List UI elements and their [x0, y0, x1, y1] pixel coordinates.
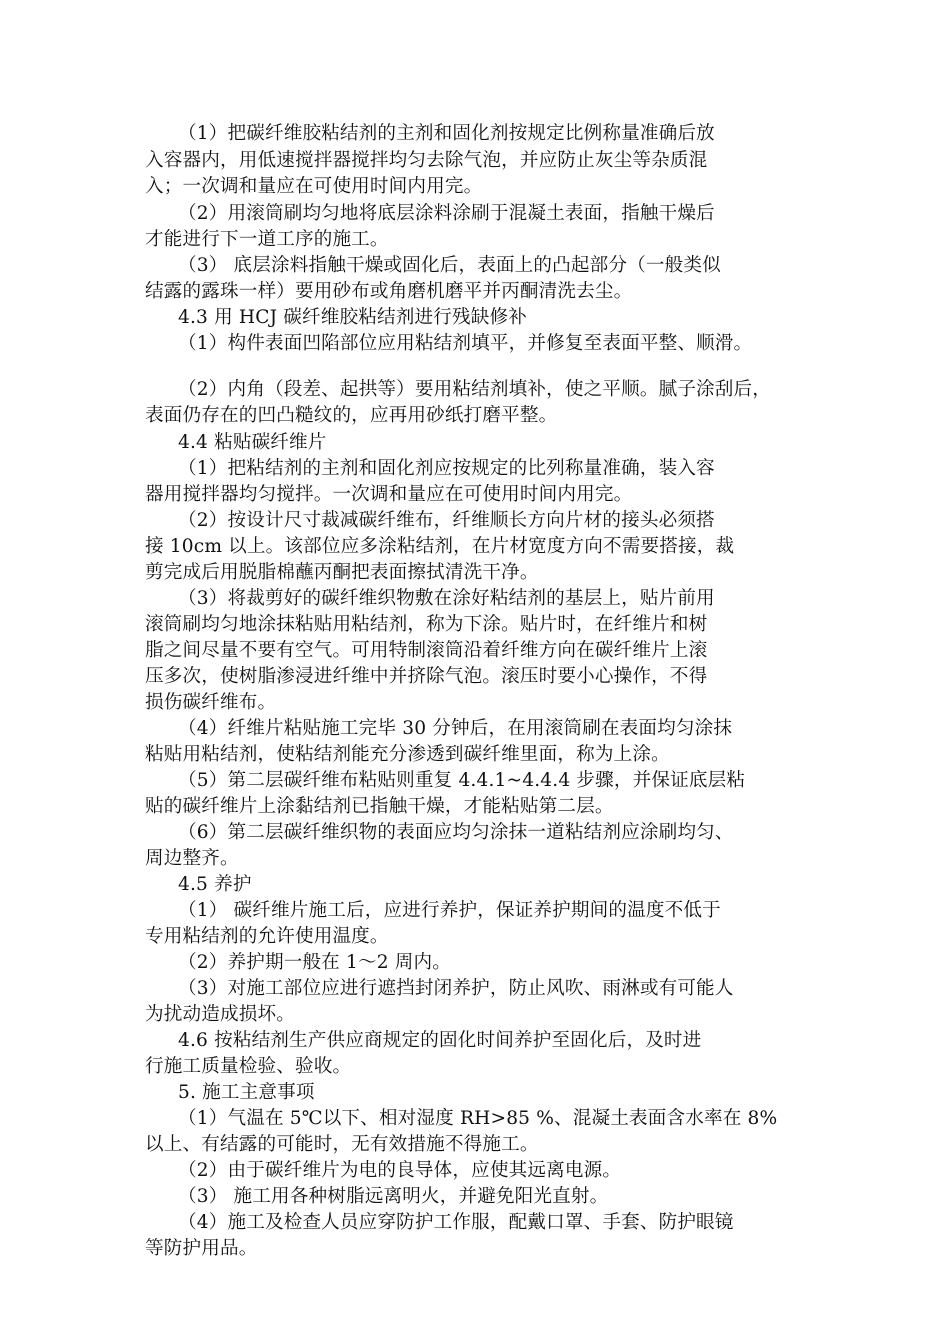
text-line: 入；一次调和量应在可使用时间内用完。 [145, 176, 483, 197]
text-line: 4.6 按粘结剂生产供应商规定的固化时间养护至固化后，及时进 [178, 1030, 702, 1051]
section-heading: 4.3 用 HCJ 碳纤维胶粘结剂进行残缺修补 [178, 307, 527, 328]
text-line: 才能进行下一道工序的施工。 [145, 229, 389, 250]
text-line: 滚筒刷均匀地涂抹粘贴用粘结剂，称为下涂。贴片时，在纤维片和树 [145, 614, 708, 635]
text-line: （2）养护期一般在 1～2 周内。 [178, 952, 451, 973]
text-line: （2）由于碳纤维片为电的良导体，应使其远离电源。 [178, 1160, 622, 1181]
text-line: （4）施工及检查人员应穿防护工作服，配戴口罩、手套、防护眼镜 [178, 1212, 734, 1233]
text-line: 表面仍存在的凹凸糙纹的，应再用砂纸打磨平整。 [145, 405, 558, 426]
text-line: （2）内角（段差、起拱等）要用粘结剂填补，使之平顺。腻子涂刮后， [178, 379, 772, 400]
text-line: （3）对施工部位应进行遮挡封闭养护，防止风吹、雨淋或有可能人 [178, 978, 734, 999]
text-line: 等防护用品。 [145, 1238, 258, 1259]
text-line: （3） 底层涂料指触干燥或固化后，表面上的凸起部分（一般类似 [178, 255, 721, 276]
text-line: （5）第二层碳纤维布粘贴则重复 4.4.1~4.4.4 步骤，并保证底层粘 [178, 770, 746, 791]
text-line: （1）把粘结剂的主剂和固化剂应按规定的比列称量准确，装入容 [178, 458, 715, 479]
text-line: （1） 碳纤维片施工后，应进行养护，保证养护期间的温度不低于 [178, 900, 721, 921]
text-line: 周边整齐。 [145, 848, 239, 869]
text-line: （3） 施工用各种树脂远离明火，并避免阳光直射。 [178, 1186, 609, 1207]
text-line: 损伤碳纤维布。 [145, 692, 277, 713]
text-line: （1）把碳纤维胶粘结剂的主剂和固化剂按规定比例称量准确后放 [178, 123, 715, 144]
text-line: 行施工质量检验、验收。 [145, 1056, 352, 1077]
text-line: 结露的露珠一样）要用砂布或角磨机磨平并丙酮清洗去尘。 [145, 281, 633, 302]
text-line: （1）气温在 5℃以下、相对湿度 RH>85 %、混凝土表面含水率在 8% [178, 1108, 778, 1129]
text-line: 脂之间尽量不要有空气。可用特制滚筒沿着纤维方向在碳纤维片上滚 [145, 640, 708, 661]
section-heading: 4.4 粘贴碳纤维片 [178, 432, 327, 453]
text-line: （2）按设计尺寸裁减碳纤维布，纤维顺长方向片材的接头必须搭 [178, 510, 715, 531]
text-line: （3）将裁剪好的碳纤维织物敷在涂好粘结剂的基层上，贴片前用 [178, 588, 715, 609]
text-line: 入容器内，用低速搅拌器搅拌均匀去除气泡，并应防止灰尘等杂质混 [145, 150, 708, 171]
section-heading: 5. 施工主意事项 [178, 1082, 315, 1103]
text-line: （1）构件表面凹陷部位应用粘结剂填平，并修复至表面平整、顺滑。 [178, 333, 753, 354]
text-line: 接 10cm 以上。该部位应多涂粘结剂，在片材宽度方向不需要搭接，裁 [145, 536, 735, 557]
text-line: 剪完成后用脱脂棉蘸丙酮把表面擦拭清洗干净。 [145, 562, 539, 583]
text-line: 以上、有结露的可能时，无有效措施不得施工。 [145, 1134, 539, 1155]
text-line: 贴的碳纤维片上涂黏结剂已指触干燥，才能粘贴第二层。 [145, 796, 614, 817]
section-heading: 4.5 养护 [178, 874, 252, 895]
text-line: 器用搅拌器均匀搅拌。一次调和量应在可使用时间内用完。 [145, 484, 633, 505]
text-line: （2）用滚筒刷均匀地将底层涂料涂刷于混凝土表面，指触干燥后 [178, 203, 715, 224]
text-line: （4）纤维片粘贴施工完毕 30 分钟后，在用滚筒刷在表面均匀涂抹 [178, 718, 733, 739]
text-line: 专用粘结剂的允许使用温度。 [145, 926, 389, 947]
text-line: （6）第二层碳纤维织物的表面应均匀涂抹一道粘结剂应涂刷均匀、 [178, 822, 734, 843]
text-line: 压多次，使树脂渗浸进纤维中并挤除气泡。滚压时要小心操作，不得 [145, 666, 708, 687]
text-line: 粘贴用粘结剂，使粘结剂能充分渗透到碳纤维里面，称为上涂。 [145, 744, 670, 765]
text-line: 为扰动造成损坏。 [145, 1004, 295, 1025]
